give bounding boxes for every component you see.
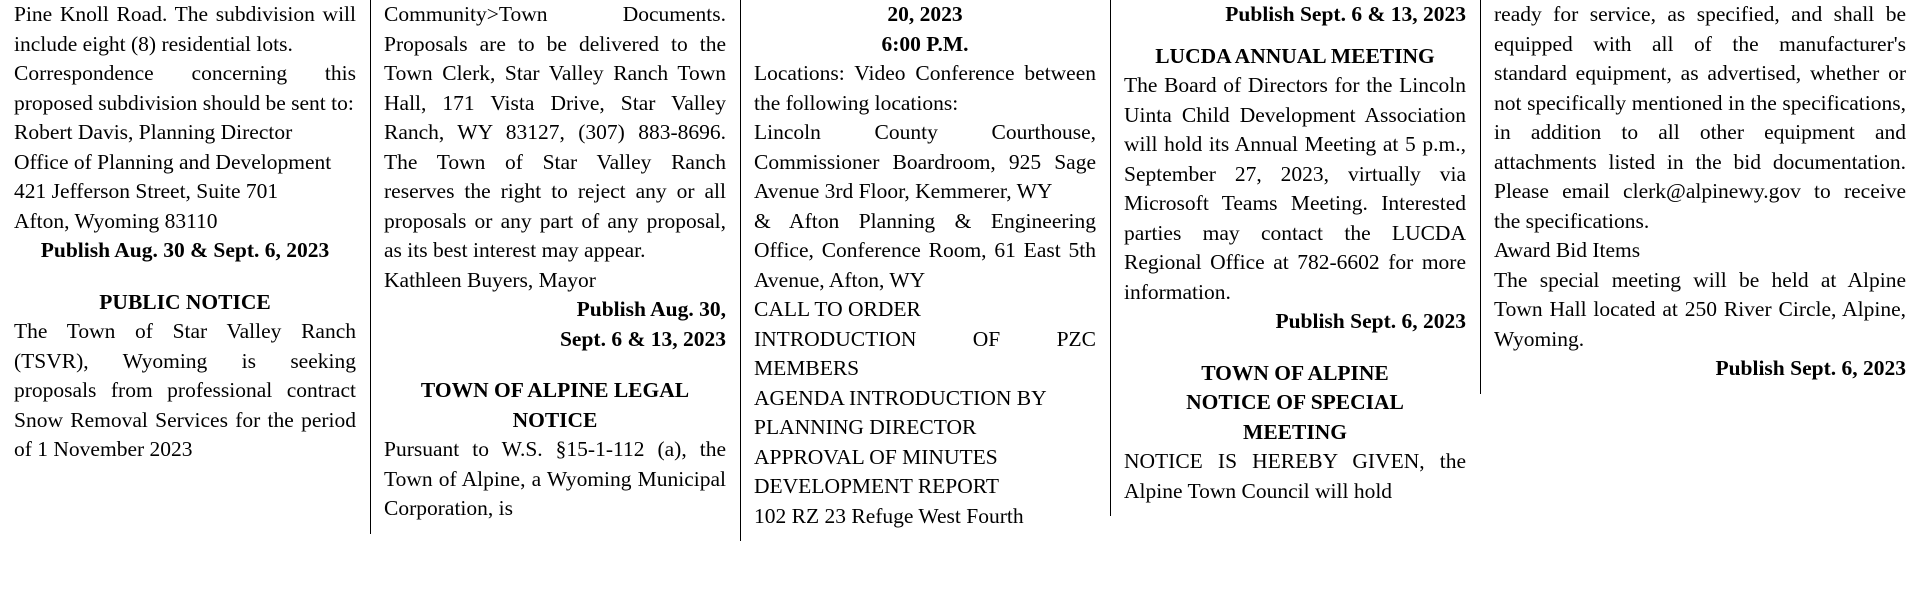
paragraph: Robert Davis, Planning Director [14,120,293,144]
paragraph: Afton, Wyoming 83110 [14,208,218,233]
notice-heading: 20, 2023 [887,2,963,26]
column-divider [370,0,371,534]
notice-column-5 [1480,0,1920,384]
paragraph: Lincoln County Courthouse, Commissioner Boardroom, 925 Sage Avenue 3rd Floor, Kemmerer, WY [754,120,1096,203]
paragraph: & Afton Planning & Engineering Office, Conference Room, 61 East 5th Avenue, Afton, WY [754,208,1096,292]
paragraph: Locations: Video Conference between the following locations: [754,61,1096,115]
notice-column-2 [370,0,740,524]
column-divider [740,0,741,541]
notice-column-3 [740,0,1110,531]
agenda-item: CALL TO ORDER [754,297,921,321]
notice-heading: NOTICE [512,407,598,432]
agenda-item: DEVELOPMENT REPORT [754,474,999,498]
paragraph: The Town of Star Valley Ranch (TSVR), Wyoming is seeking proposals from professional contract Snow Removal Services for the period of 1 November 2023 [14,319,356,461]
agenda-item: APPROVAL OF MINUTES [754,444,998,469]
agenda-item: Award Bid Items [1494,238,1641,262]
paragraph: Community>Town Documents. Proposals are to be delivered to the Town Clerk, Star Valley Ranch Town Hall, 171 Vista Drive, Star Valley Ranch, WY 83127, (307) 883-8696. The Town of Star Valley Ranch reserves the right to reject any or all proposals or any part of any proposal, as its best interest may appear. [384,2,726,262]
agenda-item: INTRODUCTION OF PZC MEMBERS [754,326,1096,380]
publish-line: Publish Sept. 6, 2023 [1275,309,1466,333]
notice-heading: 6:00 P.M. [881,31,969,56]
notice-heading: TOWN OF ALPINE [1201,360,1389,385]
notice-heading: TOWN OF ALPINE LEGAL [420,378,690,402]
publish-line: Sept. 6 & 13, 2023 [559,326,726,351]
notice-column-4 [1110,0,1480,506]
paragraph: The Board of Directors for the Lincoln Uinta Child Development Association will hold its Annual Meeting at 5 p.m., September 27, 2023, virtually via Microsoft Teams Meeting. Interested parties may contact the LUCDA Regional Office at 782-6602 for more information. [1124,73,1466,304]
paragraph: ready for service, as specified, and shall be equipped with all of the manufacturer's standard equipment, as advertised, whether or not specifically mentioned in the specifications, in addition to all other equipment and attachments listed in the bid documentation. Please email clerk@alpinewy.gov to receive the specifications. [1494,2,1906,233]
publish-line: Publish Aug. 30 & Sept. 6, 2023 [40,238,330,262]
paragraph: The special meeting will be held at Alpine Town Hall located at 250 River Circle, Alpine, Wyoming. [1494,267,1906,351]
paragraph: Pine Knoll Road. The subdivision will include eight (8) residential lots. [14,2,356,56]
column-divider [1480,0,1481,394]
agenda-item: AGENDA INTRODUCTION BY PLANNING DIRECTOR [754,385,1046,439]
publish-line: Publish Sept. 6, 2023 [1715,356,1906,380]
publish-line: Publish Aug. 30, [576,297,726,321]
notice-column-1 [0,0,370,465]
agenda-item: 102 RZ 23 Refuge West Fourth [754,503,1024,528]
paragraph: 421 Jefferson Street, Suite 701 [14,179,279,203]
paragraph: NOTICE IS HEREBY GIVEN, the Alpine Town Council will hold [1124,449,1466,503]
notice-heading: MEETING [1243,419,1347,444]
notice-heading: NOTICE OF SPECIAL [1186,390,1404,414]
notice-heading: PUBLIC NOTICE [99,289,271,314]
paragraph: Office of Planning and Development [14,149,332,174]
paragraph: Correspondence concerning this proposed subdivision should be sent to: [14,61,356,115]
publish-line: Publish Sept. 6 & 13, 2023 [1225,2,1466,26]
paragraph: Kathleen Buyers, Mayor [384,267,596,292]
column-divider [1110,0,1111,516]
paragraph: Pursuant to W.S. §15-1-112 (a), the Town of Alpine, a Wyoming Municipal Corporation, is [384,437,726,520]
notice-heading: LUCDA ANNUAL MEETING [1155,43,1435,68]
